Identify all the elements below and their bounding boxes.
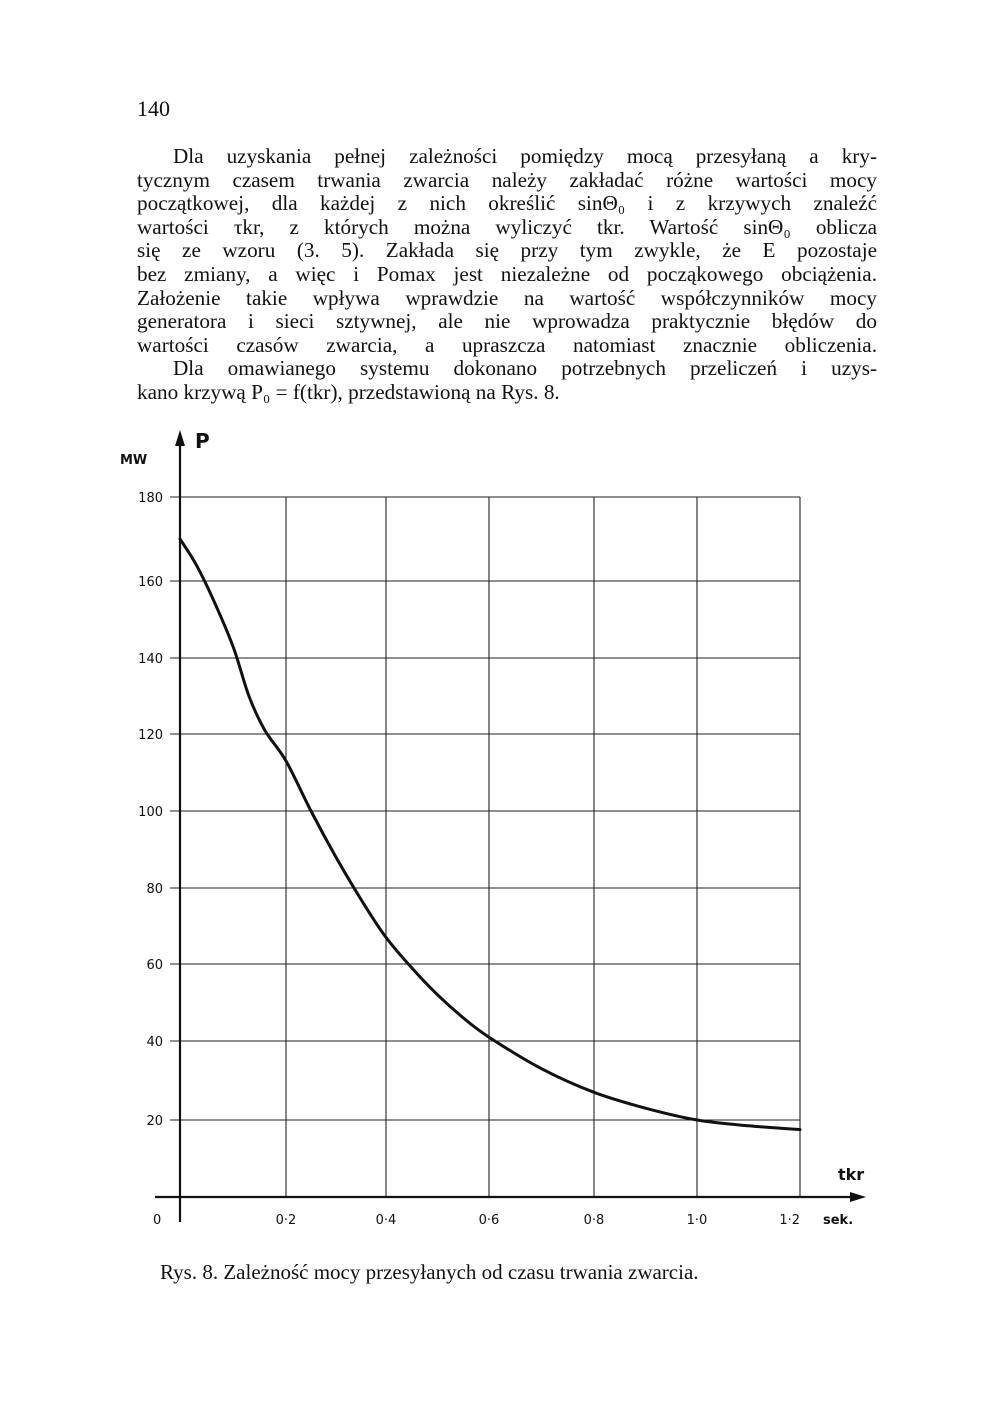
- y-axis-arrow: [175, 430, 185, 446]
- y-tick-label: 60: [146, 958, 163, 973]
- body-line: generatora i sieci sztywnej, ale nie wprowadza praktycznie błędów do: [137, 309, 877, 334]
- body-line: się ze wzoru (3. 5). Zakłada się przy tym zwykle, że E pozostaje: [137, 238, 877, 263]
- body-line: początkowej, dla każdej z nich określić sinΘ₀ i z krzywych znaleźć: [137, 191, 877, 216]
- page-number: 140: [137, 96, 170, 121]
- x-tick-label: 1·2: [779, 1213, 800, 1228]
- y-tick-label: 20: [146, 1114, 163, 1129]
- y-axis-label: P: [195, 429, 210, 453]
- y-tick-label: 160: [138, 575, 163, 590]
- chart-axes: [155, 430, 866, 1222]
- body-line: Dla uzyskania pełnej zależności pomiędzy mocą przesyłaną a kry-: [173, 144, 877, 168]
- y-tick-label: 40: [146, 1035, 163, 1050]
- y-tick-label: 100: [138, 805, 163, 820]
- x-axis-unit: sek.: [823, 1213, 854, 1228]
- y-tick-label: 80: [146, 882, 163, 897]
- y-tick-label: 120: [138, 728, 163, 743]
- x-tick-label: 0·8: [583, 1213, 605, 1228]
- y-tick-label: 140: [138, 652, 163, 667]
- body-line: tycznym czasem trwania zwarcia należy zakładać różne wartości mocy: [137, 167, 877, 192]
- body-line: wartości τkr, z których można wyliczyć tkr. Wartość sinΘ₀ oblicza: [137, 214, 877, 239]
- x-tick-label: 1·0: [686, 1213, 708, 1228]
- x-axis-arrow: [850, 1192, 866, 1202]
- origin-label: 0: [153, 1213, 162, 1228]
- figure-caption: Rys. 8. Zależność mocy przesyłanych od czasu trwania zwarcia.: [160, 1260, 699, 1284]
- body-line: wartości czasów zwarcia, a upraszcza natomiast znacznie obliczenia.: [137, 332, 877, 357]
- chart-tick-labels: [138, 491, 800, 1228]
- chart-labels: [120, 429, 864, 1228]
- x-tick-label: 0·4: [375, 1213, 397, 1228]
- y-axis-unit: MW: [120, 453, 148, 468]
- chart-grid: [170, 497, 800, 1197]
- body-line: bez zmiany, a więc i Pomax jest niezależne od począkowego obciążenia.: [137, 261, 877, 286]
- body-line: kano krzywą P₀ = f(tkr), przedstawioną na Rys. 8.: [137, 379, 560, 404]
- body-line: Założenie takie wpływa wprawdzie na wartość współczynników mocy: [137, 285, 877, 310]
- x-axis-label: tkr: [838, 1165, 865, 1184]
- y-tick-label: 180: [138, 491, 163, 506]
- x-tick-label: 0·6: [478, 1213, 500, 1228]
- x-tick-label: 0·2: [275, 1213, 297, 1228]
- body-line: Dla omawianego systemu dokonano potrzebnych przeliczeń i uzys-: [173, 356, 877, 381]
